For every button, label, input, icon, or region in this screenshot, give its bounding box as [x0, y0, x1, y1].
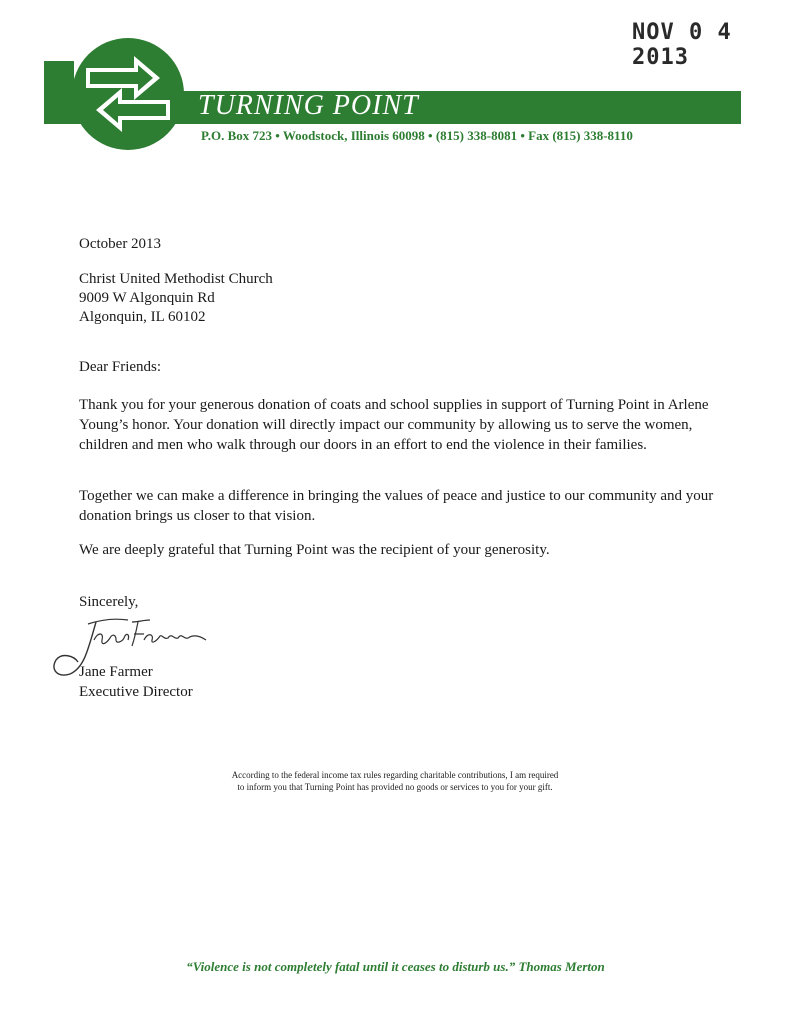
signer-title: Executive Director: [79, 684, 193, 700]
recipient-street: 9009 W Algonquin Rd: [79, 290, 215, 306]
recipient-address: [79, 270, 719, 327]
closing: Sincerely,: [79, 594, 139, 610]
salutation: Dear Friends:: [79, 359, 162, 375]
tax-disclaimer: [150, 769, 640, 793]
recipient-name: Christ United Methodist Church: [79, 271, 273, 287]
disclaimer-line-2: to inform you that Turning Point has provided no goods or services to you for your gift.: [237, 782, 553, 792]
received-date-stamp: NOV 0 4 2013: [632, 20, 732, 70]
paragraph-3: We are deeply grateful that Turning Point was the recipient of your generosity.: [79, 542, 550, 558]
recipient-city: Algonquin, IL 60102: [79, 309, 206, 325]
footer-quote: “Violence is not completely fatal until it ceases to disturb us.” Thomas Merton: [186, 959, 605, 974]
signer-block: [79, 662, 193, 702]
signer-name: Jane Farmer: [79, 664, 153, 680]
contact-line: P.O. Box 723 • Woodstock, Illinois 60098 • (815) 338-8081 • Fax (815) 338-8110: [201, 128, 633, 143]
turning-point-logo-icon: [72, 38, 184, 150]
org-name: TURNING POINT: [198, 90, 419, 121]
letterhead-bar-tab: [44, 61, 74, 91]
letter-date: October 2013: [79, 236, 162, 252]
paragraph-2: Together we can make a difference in bringing the values of peace and justice to our community and your donation brings us closer to that vision.: [79, 488, 714, 524]
disclaimer-line-1: According to the federal income tax rules regarding charitable contributions, I am required: [231, 770, 559, 780]
paragraph-1: Thank you for your generous donation of coats and school supplies in support of Turning Point in Arlene Young’s honor. Your donation will directly impact our community by allowing us to serve the women, children and men who walk through our doors in an effort to end the violence in their families.: [79, 397, 709, 453]
